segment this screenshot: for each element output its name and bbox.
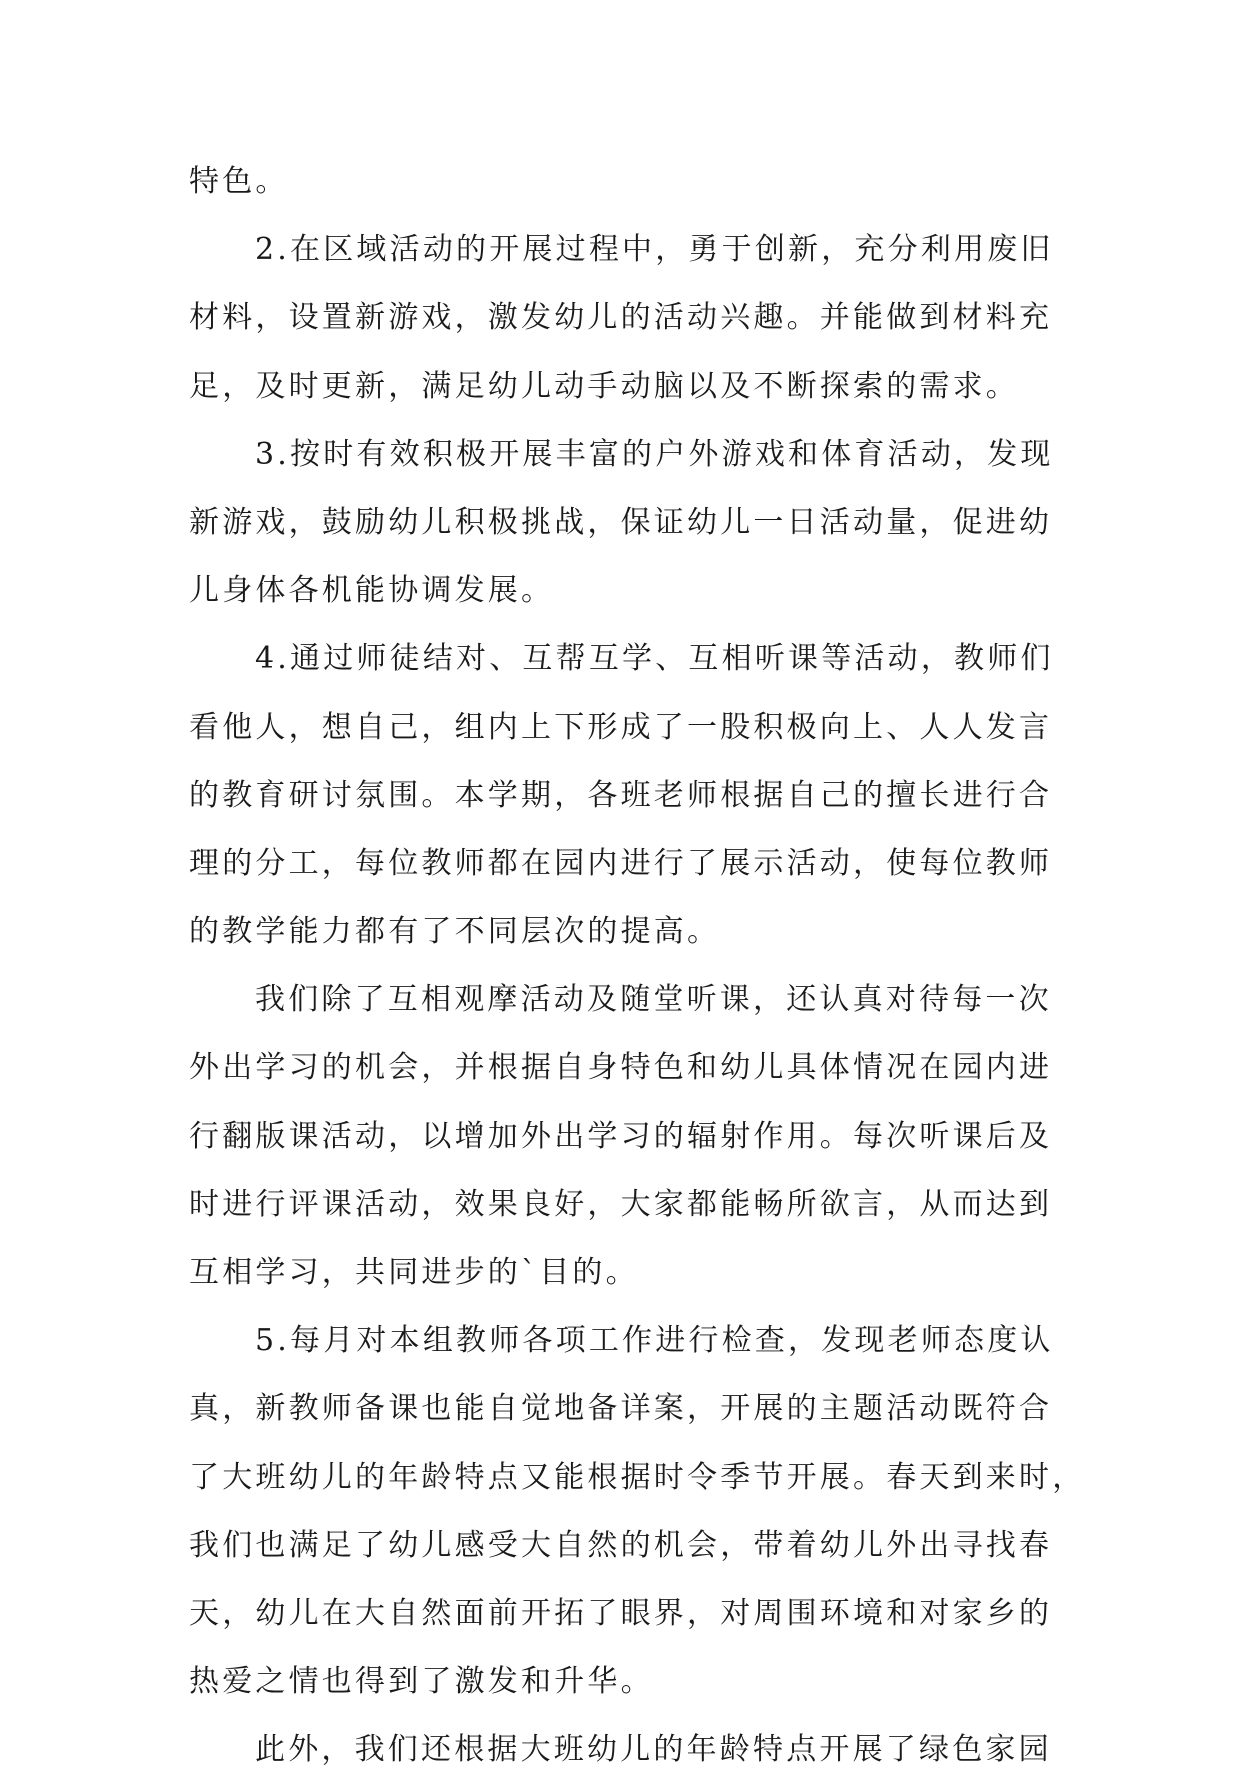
text-line: 我们除了互相观摩活动及随堂听课，还认真对待每一次 [255, 982, 1052, 1018]
text-line: 儿身体各机能协调发展。 [189, 573, 555, 609]
text-line: 足，及时更新，满足幼儿动手动脑以及不断探索的需求。 [189, 368, 1019, 404]
text-line: 的教学能力都有了不同层次的提高。 [189, 914, 721, 950]
text-line: 时进行评课活动，效果良好，大家都能畅所欲言，从而达到 [189, 1186, 1053, 1222]
text-line: 互相学习，共同进步的`目的。 [189, 1255, 639, 1290]
text-line: 材料，设置新游戏，激发幼儿的活动兴趣。并能做到材料充 [189, 300, 1053, 336]
text-line: 此外，我们还根据大班幼儿的年龄特点开展了绿色家园 [255, 1732, 1052, 1768]
text-line: 看他人，想自己，组内上下形成了一股积极向上、人人发言 [189, 709, 1053, 745]
text-line: 新游戏，鼓励幼儿积极挑战，保证幼儿一日活动量，促进幼 [189, 504, 1053, 540]
text-line: 理的分工，每位教师都在园内进行了展示活动，使每位教师 [189, 845, 1053, 881]
text-line: 3.按时有效积极开展丰富的户外游戏和体育活动，发现 [255, 436, 1054, 472]
text-line: 行翻版课活动，以增加外出学习的辐射作用。每次听课后及 [189, 1118, 1053, 1154]
text-line: 4.通过师徒结对、互帮互学、互相听课等活动，教师们 [255, 641, 1054, 677]
text-line: 外出学习的机会，并根据自身特色和幼儿具体情况在园内进 [189, 1050, 1053, 1086]
text-line: 天，幼儿在大自然面前开拓了眼界，对周围环境和对家乡的 [189, 1595, 1053, 1631]
text-line: 2.在区域活动的开展过程中，勇于创新，充分利用废旧 [255, 232, 1054, 268]
text-line: 了大班幼儿的年龄特点又能根据时令季节开展。春天到来时， [189, 1459, 1086, 1495]
text-line: 真，新教师备课也能自觉地备详案，开展的主题活动既符合 [189, 1391, 1053, 1427]
text-line: 我们也满足了幼儿感受大自然的机会，带着幼儿外出寻找春 [189, 1527, 1053, 1563]
body-text [189, 148, 1086, 1785]
text-line: 的教育研讨氛围。本学期，各班老师根据自己的擅长进行合 [189, 777, 1053, 813]
text-line: 热爱之情也得到了激发和升华。 [189, 1664, 654, 1700]
text-line: 特色。 [189, 164, 289, 199]
text-line: 5.每月对本组教师各项工作进行检查，发现老师态度认 [255, 1323, 1054, 1359]
